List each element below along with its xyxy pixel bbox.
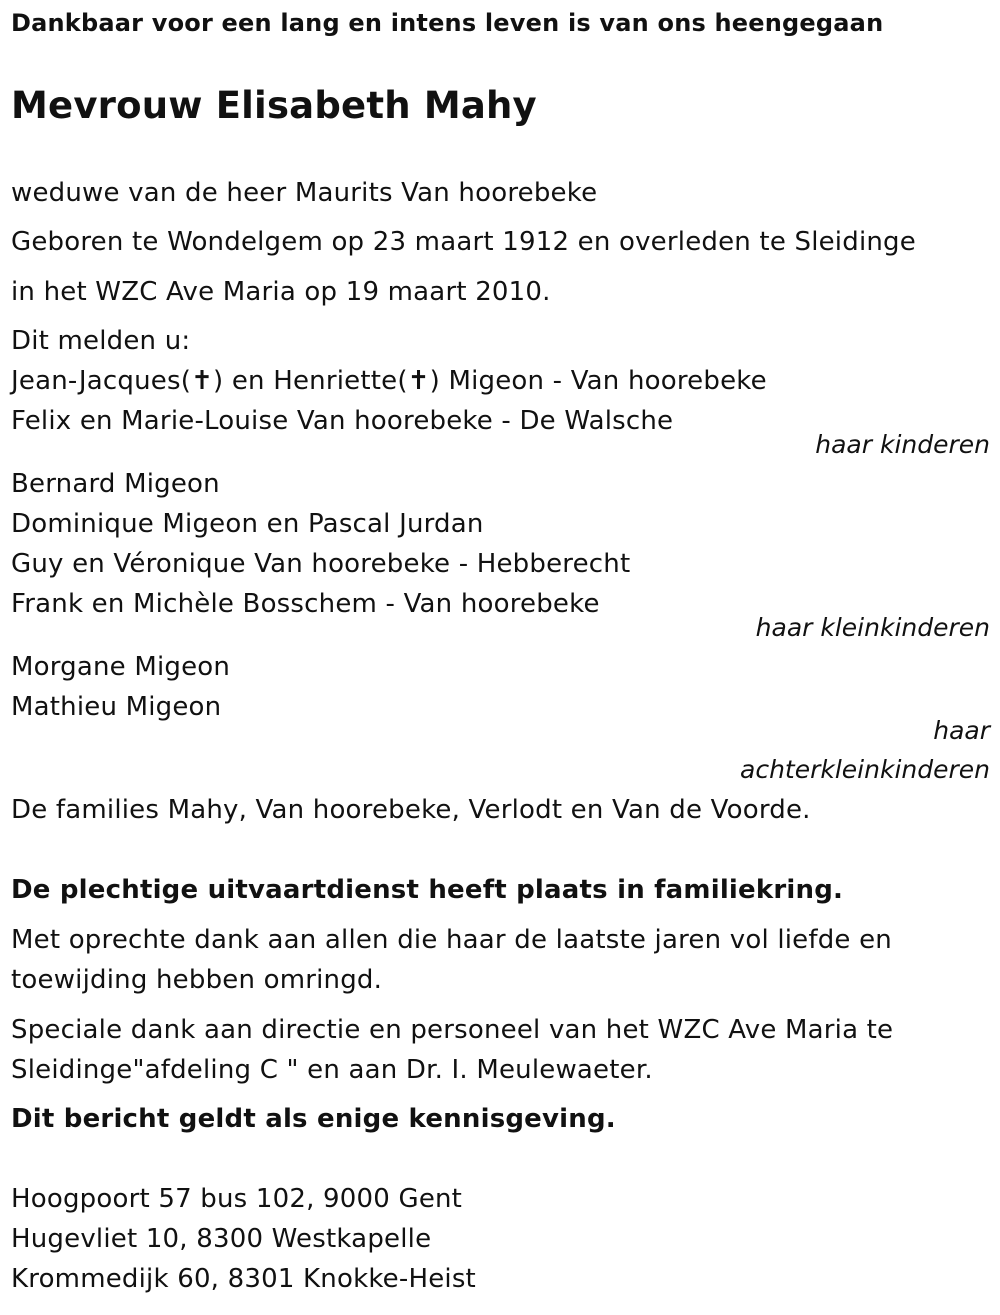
deceased-name: Mevrouw Elisabeth Mahy xyxy=(11,84,537,127)
children-name: Jean-Jacques(✝) en Henriette(✝) Migeon - Van hoorebeke xyxy=(11,366,767,396)
thanks-line: toewijding hebben omringd. xyxy=(11,965,383,995)
grandchildren-name: Dominique Migeon en Pascal Jurdan xyxy=(11,509,484,539)
death-line: in het WZC Ave Maria op 19 maart 2010. xyxy=(11,277,551,307)
address-line: Hoogpoort 57 bus 102, 9000 Gent xyxy=(11,1184,463,1214)
address-line: Hugevliet 10, 8300 Westkapelle xyxy=(11,1224,432,1254)
special-thanks-line: Sleidinge"afdeling C " en aan Dr. I. Meulewaeter. xyxy=(11,1055,653,1085)
great-grandchildren-name: Mathieu Migeon xyxy=(11,692,222,722)
announce-line: Dit melden u: xyxy=(11,326,191,356)
thanks-line: Met oprechte dank aan allen die haar de laatste jaren vol liefde en xyxy=(11,925,892,955)
children-role: haar kinderen xyxy=(815,430,990,459)
service-line: De plechtige uitvaartdienst heeft plaats in familiekring. xyxy=(11,875,844,905)
great-grandchildren-name: Morgane Migeon xyxy=(11,652,231,682)
great-grandchildren-role: achterkleinkinderen xyxy=(740,755,990,784)
families-line: De families Mahy, Van hoorebeke, Verlodt en Van de Voorde. xyxy=(11,795,811,825)
widow-line: weduwe van de heer Maurits Van hoorebeke xyxy=(11,178,598,208)
birth-line: Geboren te Wondelgem op 23 maart 1912 en overleden te Sleidinge xyxy=(11,227,916,257)
intro-heading: Dankbaar voor een lang en intens leven is van ons heengegaan xyxy=(11,9,884,37)
children-name: Felix en Marie-Louise Van hoorebeke - De Walsche xyxy=(11,406,674,436)
address-line: Krommedijk 60, 8301 Knokke-Heist xyxy=(11,1264,476,1294)
great-grandchildren-role: haar xyxy=(933,716,990,745)
grandchildren-name: Guy en Véronique Van hoorebeke - Hebberecht xyxy=(11,549,631,579)
notice-line: Dit bericht geldt als enige kennisgeving. xyxy=(11,1104,616,1134)
special-thanks-line: Speciale dank aan directie en personeel van het WZC Ave Maria te xyxy=(11,1015,894,1045)
grandchildren-name: Frank en Michèle Bosschem - Van hoorebeke xyxy=(11,589,600,619)
grandchildren-name: Bernard Migeon xyxy=(11,469,220,499)
grandchildren-role: haar kleinkinderen xyxy=(755,613,990,642)
